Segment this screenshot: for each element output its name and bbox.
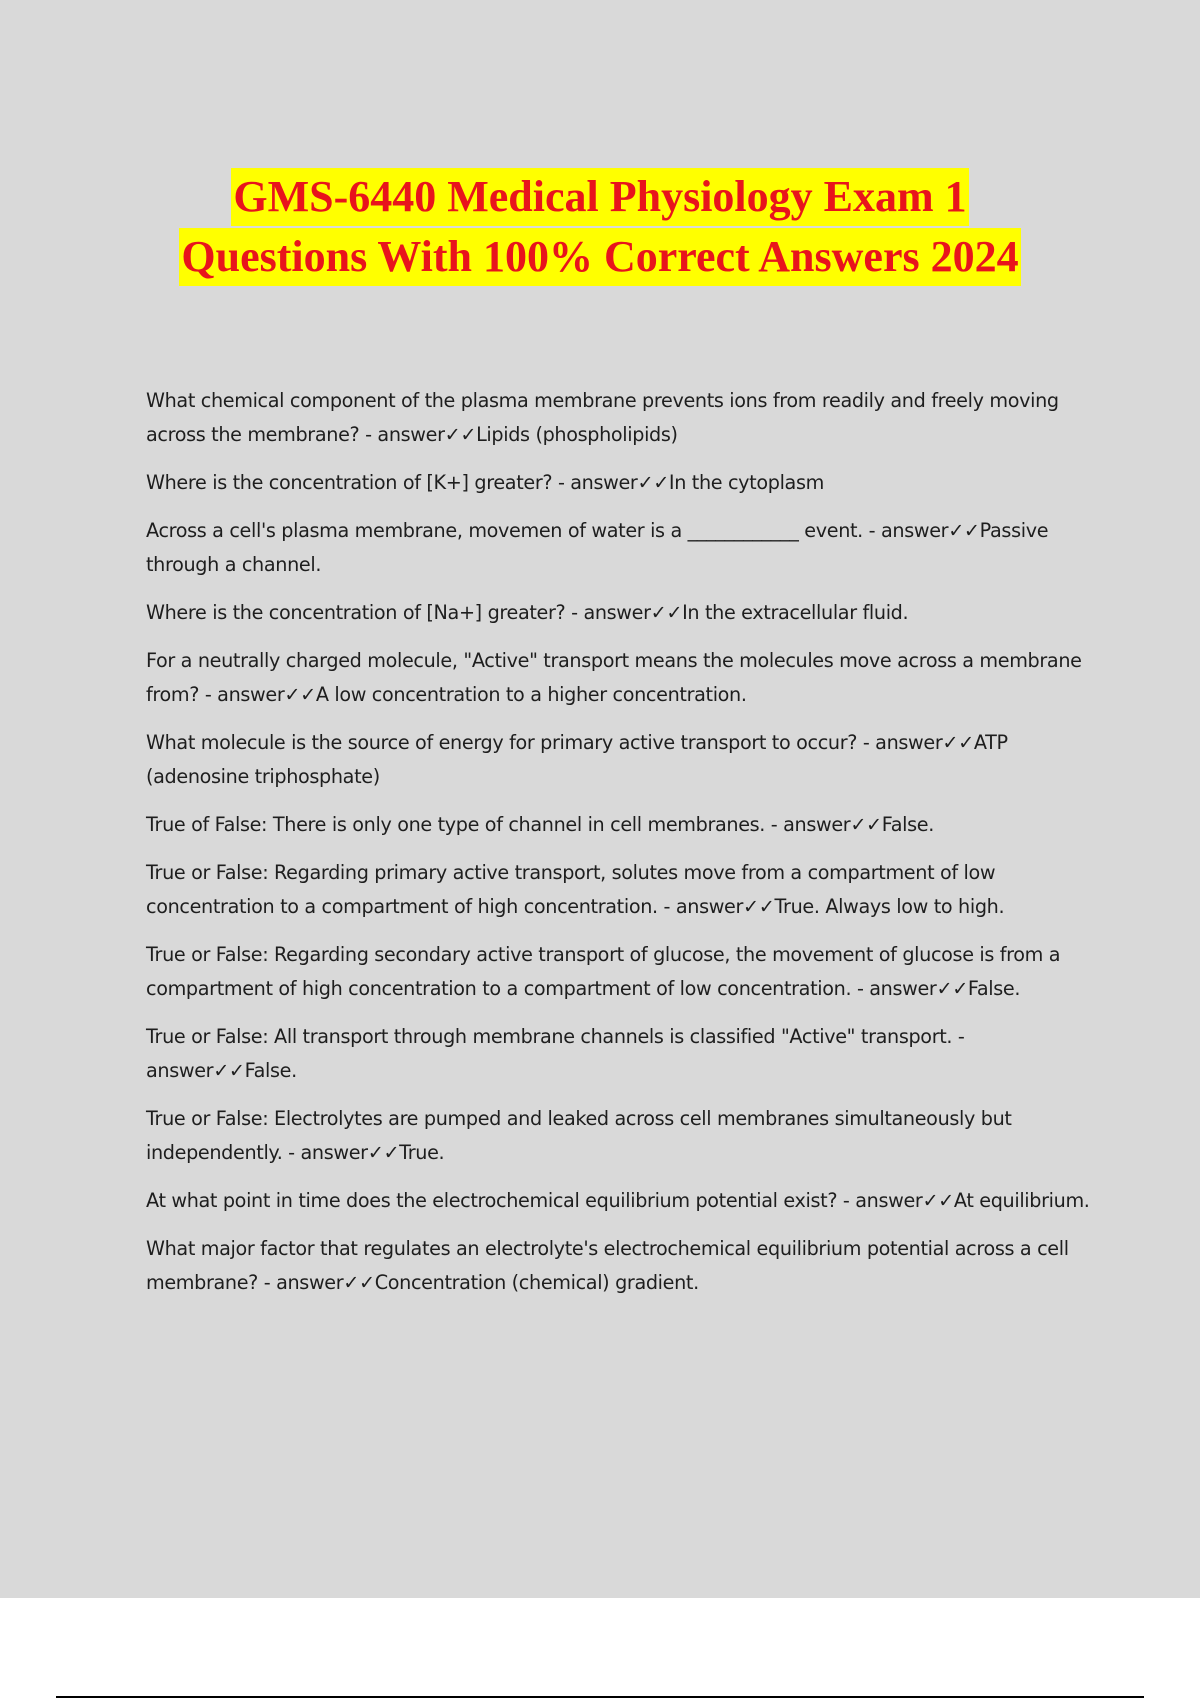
qa-item: For a neutrally charged molecule, "Active" transport means the molecules move across a membrane from? - answer✓✓A low concentration to a higher concentration. bbox=[146, 649, 1082, 706]
qa-item: Where is the concentration of [Na+] greater? - answer✓✓In the extracellular fluid. bbox=[146, 601, 909, 624]
qa-item: True or False: Regarding primary active transport, solutes move from a compartment of low concentration to a compartment of high concentration. - answer✓✓True. Always low to high. bbox=[146, 861, 1005, 918]
title-line-1: GMS-6440 Medical Physiology Exam 1 bbox=[231, 168, 968, 226]
qa-item: At what point in time does the electrochemical equilibrium potential exist? - answer✓✓At equilibrium. bbox=[146, 1189, 1090, 1212]
question-answer-list bbox=[146, 384, 1096, 1314]
qa-item: True or False: Regarding secondary active transport of glucose, the movement of glucose is from a compartment of high concentration to a compartment of low concentration. - answer✓✓False. bbox=[146, 943, 1061, 1000]
qa-item: Where is the concentration of [K+] greater? - answer✓✓In the cytoplasm bbox=[146, 471, 824, 494]
document-title bbox=[0, 168, 1200, 288]
qa-item: What major factor that regulates an electrolyte's electrochemical equilibrium potential across a cell membrane? - answer✓✓Concentration (chemical) gradient. bbox=[146, 1237, 1069, 1294]
qa-item: What molecule is the source of energy for primary active transport to occur? - answer✓✓ATP (adenosine triphosphate) bbox=[146, 731, 1008, 788]
qa-item: True of False: There is only one type of channel in cell membranes. - answer✓✓False. bbox=[146, 813, 934, 836]
title-line-2: Questions With 100% Correct Answers 2024 bbox=[179, 228, 1020, 286]
footer-divider bbox=[56, 1696, 1144, 1698]
qa-item: True or False: Electrolytes are pumped and leaked across cell membranes simultaneously but independently. - answer✓✓True. bbox=[146, 1107, 1012, 1164]
qa-item: What chemical component of the plasma membrane prevents ions from readily and freely moving across the membrane? - answer✓✓Lipids (phospholipids) bbox=[146, 389, 1059, 446]
qa-item: True or False: All transport through membrane channels is classified "Active" transport. - answer✓✓False. bbox=[146, 1025, 965, 1082]
qa-item: Across a cell's plasma membrane, movemen of water is a ____________ event. - answer✓✓Passive through a channel. bbox=[146, 519, 1049, 576]
